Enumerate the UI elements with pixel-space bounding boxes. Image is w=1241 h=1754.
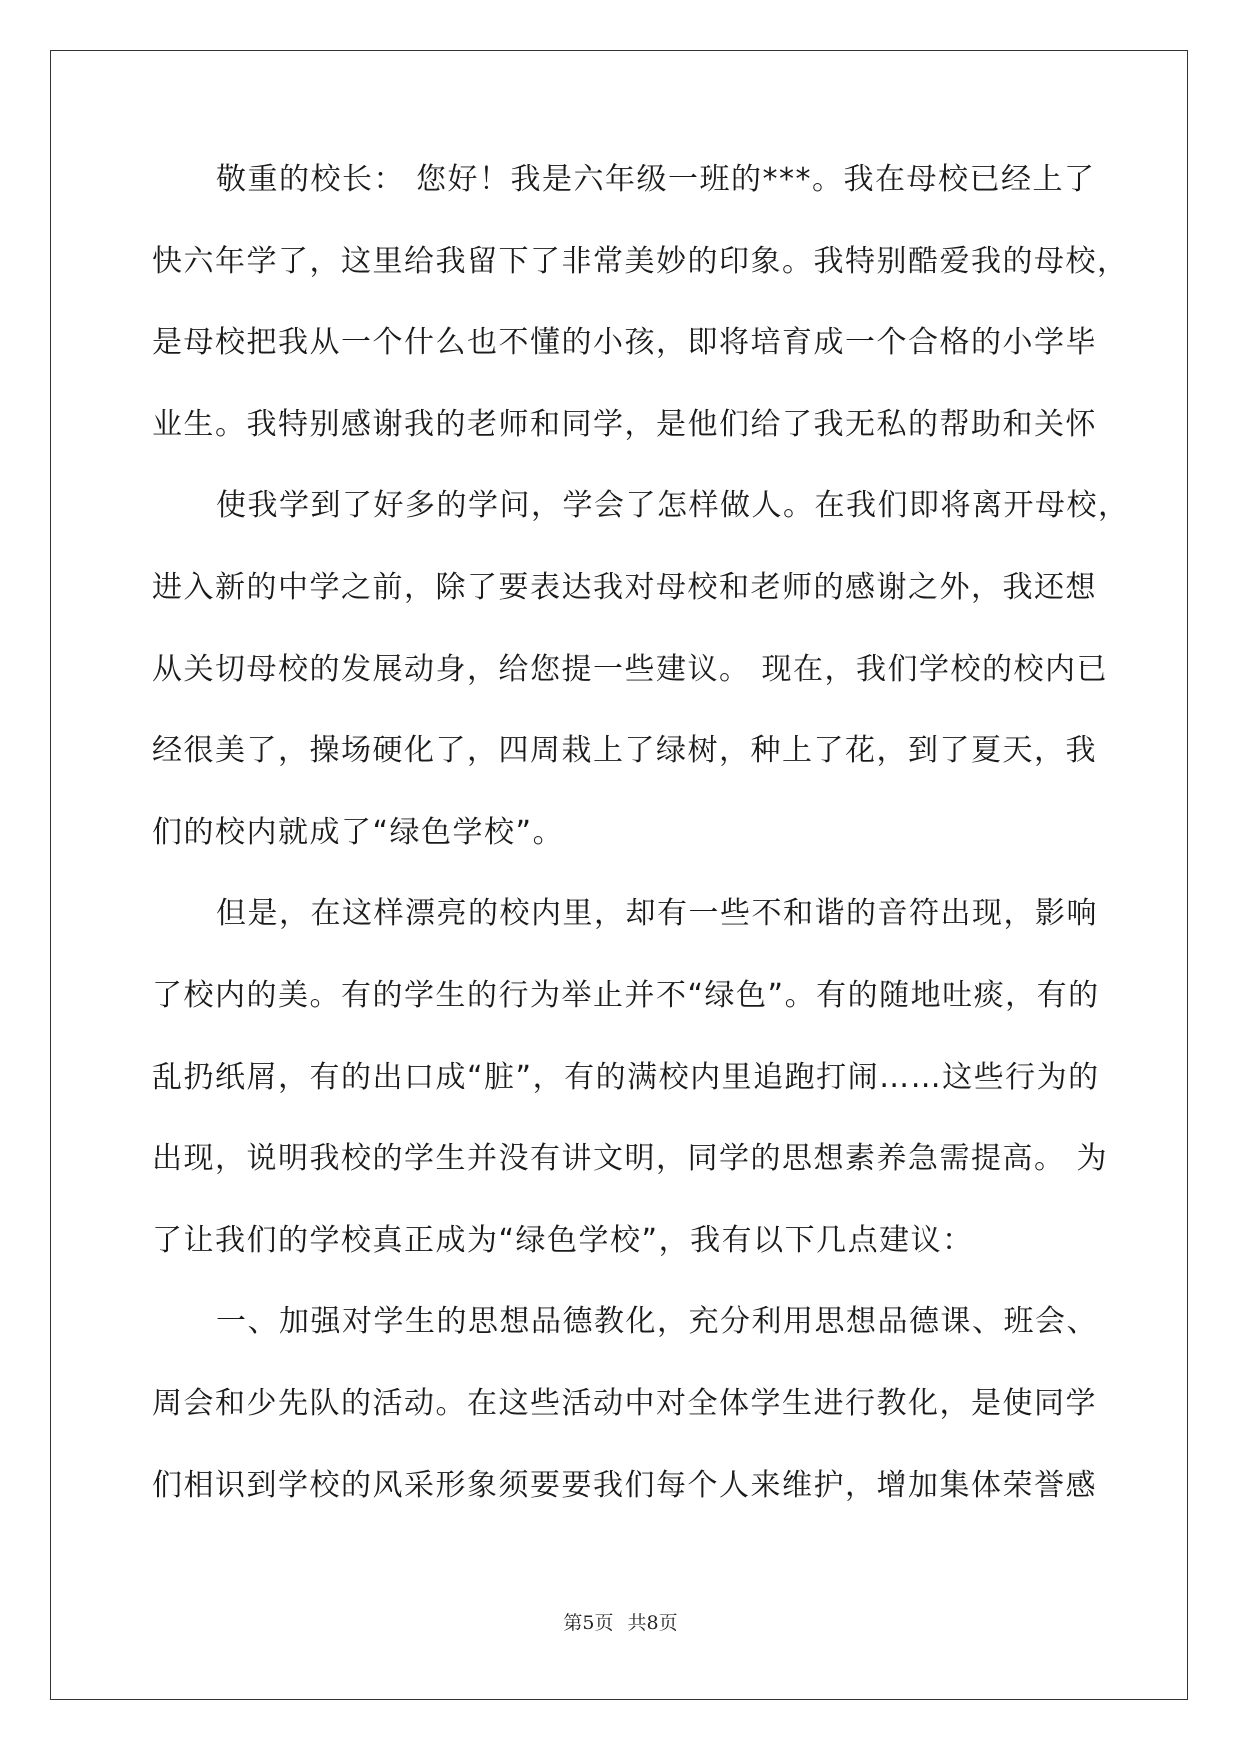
text-line: 是母校把我从一个什么也不懂的小孩，即将培育成一个合格的小学毕 [152,325,1097,361]
page-number: 第5页 [563,1612,614,1634]
page-total: 共8页 [627,1612,678,1634]
text-line: 周会和少先队的活动。在这些活动中对全体学生进行教化，是使同学 [152,1385,1097,1421]
text-line: 使我学到了好多的学问，学会了怎样做人。在我们即将离开母校， [216,488,1130,524]
page-footer [0,1608,1241,1635]
text-line: 们的校内就成了“绿色学校”。 [152,814,565,850]
text-line: 快六年学了，这里给我留下了非常美妙的印象。我特别酷爱我的母校， [152,243,1129,279]
text-line: 了让我们的学校真正成为“绿色学校”，我有以下几点建议： [152,1222,974,1258]
text-line: 进入新的中学之前，除了要表达我对母校和老师的感谢之外，我还想 [152,569,1097,605]
document-body [152,160,1130,1547]
text-line: 但是，在这样漂亮的校内里，却有一些不和谐的音符出现，影响 [216,896,1098,932]
text-line: 一、加强对学生的思想品德教化，充分利用思想品德课、班会、 [216,1304,1098,1340]
text-line: 了校内的美。有的学生的行为举止并不“绿色”。有的随地吐痰，有的 [152,977,1100,1013]
text-line: 出现，说明我校的学生并没有讲文明，同学的思想素养急需提高。 为 [152,1141,1109,1177]
text-line: 从关切母校的发展动身，给您提一些建议。 现在，我们学校的校内已 [152,651,1109,687]
text-line: 们相识到学校的风采形象须要要我们每个人来维护，增加集体荣誉感 [152,1467,1097,1503]
text-line: 经很美了，操场硬化了，四周栽上了绿树，种上了花，到了夏天，我 [152,733,1097,769]
text-line: 乱扔纸屑，有的出口成“脏”，有的满校内里追跑打闹……这些行为的 [152,1059,1100,1095]
text-line: 业生。我特别感谢我的老师和同学，是他们给了我无私的帮助和关怀 [152,406,1097,442]
text-line: 敬重的校长： 您好！我是六年级一班的***。我在母校已经上了 [216,162,1096,197]
